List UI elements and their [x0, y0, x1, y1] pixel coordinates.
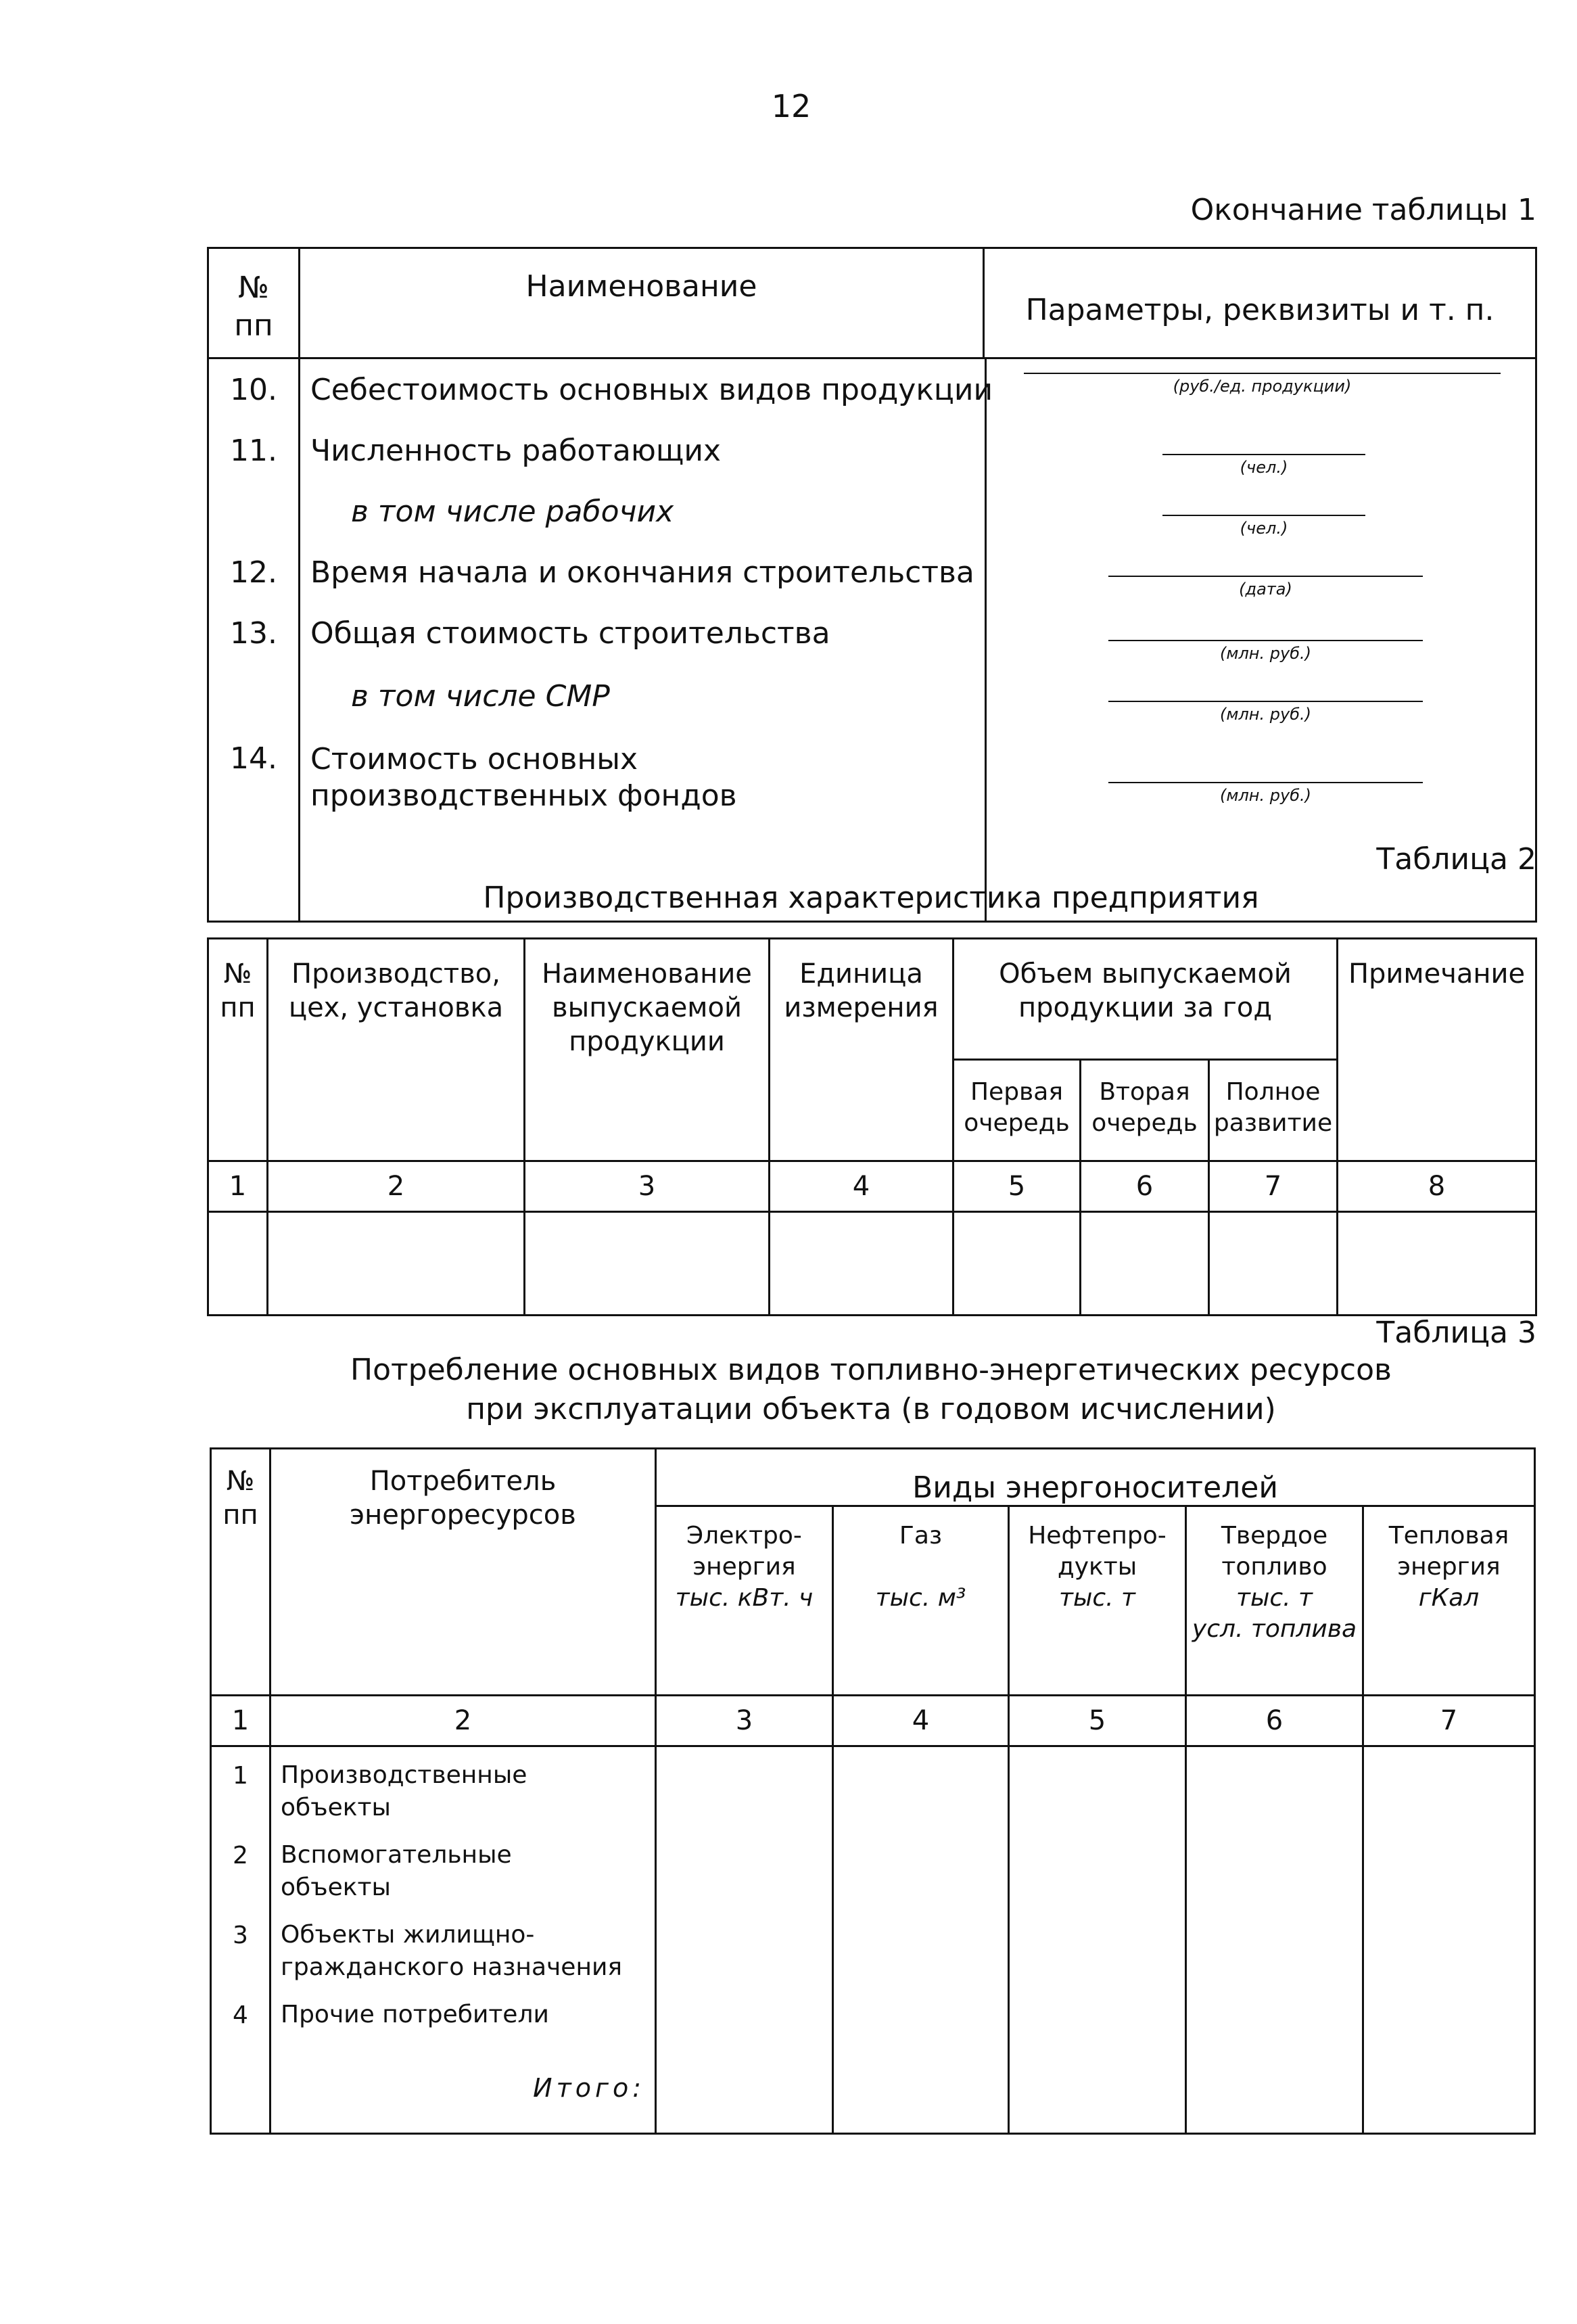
table1-row-unit: (млн. руб.) — [1108, 782, 1423, 805]
table3-body-row — [211, 1746, 1535, 2134]
table3-colnum-row — [211, 1696, 1535, 1746]
table2-empty-row — [208, 1212, 1536, 1316]
table3 — [210, 1447, 1536, 2135]
table1-header-name: Наименование — [300, 248, 984, 358]
table3-colnum: 5 — [1009, 1696, 1186, 1746]
table3-colnum: 2 — [270, 1696, 656, 1746]
table3-header-types: Виды энергоносителей — [656, 1449, 1535, 1506]
table2-title: Производственная характеристика предприятия — [483, 881, 1259, 915]
table3-colnum: 7 — [1363, 1696, 1535, 1746]
table3-colnum: 1 — [211, 1696, 270, 1746]
table1-row-name: в том числе СМР — [351, 679, 610, 714]
table3-row-name: Производственные объекты — [281, 1761, 527, 1821]
table1-caption: Окончание таблицы 1 — [1190, 193, 1536, 227]
table1-row-num: 11. — [230, 434, 277, 468]
table3-header-electro-unit: тыс. кВт. ч — [675, 1584, 814, 1612]
table3-row-name: Прочие потребители — [281, 2001, 549, 2028]
table3-header-oil-unit: тыс. т — [1058, 1584, 1136, 1612]
table3-header-oil: Нефтепро- дукты — [1028, 1522, 1167, 1581]
table1-body — [208, 358, 1536, 922]
table2-colnum: 7 — [1209, 1161, 1338, 1212]
table2-header-volume: Объем выпускаемой продукции за год — [954, 939, 1338, 1060]
table2-header-product-name: Наименование выпускаемой продукции — [525, 939, 770, 1161]
table2-caption: Таблица 2 — [1376, 842, 1536, 877]
table3-header-gas: Газ — [899, 1522, 943, 1550]
table2-colnum-row — [208, 1161, 1536, 1212]
table3-colnum: 4 — [833, 1696, 1009, 1746]
table1 — [207, 247, 1537, 923]
table3-title-line1: Потребление основных видов топливно-энергетических ресурсов — [350, 1353, 1392, 1387]
table2-header-unit: Единица измерения — [770, 939, 954, 1161]
table3-row-num: 2 — [233, 1842, 248, 1869]
table3-header-gas-unit: тыс. м³ — [875, 1584, 966, 1612]
table3-header-electro: Электро- энергия — [686, 1522, 802, 1581]
table2-header-production: Производство, цех, установка — [268, 939, 525, 1161]
table3-header-consumer: Потребитель энергоресурсов — [270, 1449, 656, 1696]
table1-row-unit: (млн. руб.) — [1108, 640, 1423, 663]
table2-header-num: № пп — [208, 939, 268, 1161]
table2-header-first: Первая очередь — [954, 1060, 1081, 1161]
table1-row-num: 13. — [230, 616, 277, 651]
table1-row-name: Себестоимость основных видов продукции — [310, 373, 993, 407]
table1-row-unit: (чел.) — [1162, 515, 1365, 538]
table3-row-num: 1 — [233, 1762, 248, 1790]
table1-row-unit: (руб./ед. продукции) — [1024, 373, 1501, 396]
table2-header-full: Полное развитие — [1209, 1060, 1338, 1161]
table3-header-heat-unit: гКал — [1418, 1584, 1480, 1612]
table2-colnum: 6 — [1081, 1161, 1209, 1212]
table1-header-row — [208, 248, 1536, 358]
table3-total-label: Итого: — [533, 2073, 645, 2103]
table3-caption: Таблица 3 — [1376, 1316, 1536, 1350]
table1-row-num: 14. — [230, 741, 277, 776]
table2-colnum: 8 — [1338, 1161, 1536, 1212]
table3-header-heat: Тепловая энергия — [1388, 1522, 1509, 1581]
table2 — [207, 937, 1537, 1316]
table1-row-unit: (чел.) — [1162, 454, 1365, 477]
table2-colnum: 2 — [268, 1161, 525, 1212]
table2-colnum: 4 — [770, 1161, 954, 1212]
table1-row-name: в том числе рабочих — [351, 494, 674, 529]
table3-colnum: 3 — [656, 1696, 833, 1746]
table1-row-name: Время начала и окончания строительства — [310, 555, 974, 590]
table1-row-name: Общая стоимость строительства — [310, 616, 830, 651]
table1-row-name: Стоимость основных производственных фондов — [310, 742, 737, 813]
table1-row-num: 12. — [230, 555, 277, 590]
table2-colnum: 3 — [525, 1161, 770, 1212]
table2-colnum: 5 — [954, 1161, 1081, 1212]
table1-row-name: Численность работающих — [310, 434, 721, 468]
table3-colnum: 6 — [1186, 1696, 1363, 1746]
table1-row-unit: (млн. руб.) — [1108, 701, 1423, 724]
table3-row-num: 4 — [233, 2001, 248, 2029]
table3-header-solid: Твердое топливо — [1221, 1522, 1328, 1581]
page-number: 12 — [771, 88, 811, 124]
table2-header-second: Вторая очередь — [1081, 1060, 1209, 1161]
table1-header-params: Параметры, реквизиты и т. п. — [984, 248, 1536, 358]
table2-header-note: Примечание — [1338, 939, 1536, 1161]
table1-row-num: 10. — [230, 373, 277, 407]
table3-row-num: 3 — [233, 1922, 248, 1949]
table1-header-num: № пп — [208, 248, 300, 358]
table3-header-solid-unit: тыс. т усл. топлива — [1192, 1584, 1357, 1643]
table3-row-name: Объекты жилищно-гражданского назначения — [281, 1921, 623, 1981]
table3-header-num: № пп — [211, 1449, 270, 1696]
table3-title-line2: при эксплуатации объекта (в годовом исчислении) — [466, 1392, 1276, 1426]
table2-colnum: 1 — [208, 1161, 268, 1212]
table1-row-unit: (дата) — [1108, 576, 1423, 599]
table3-row-name: Вспомогательные объекты — [281, 1841, 512, 1901]
